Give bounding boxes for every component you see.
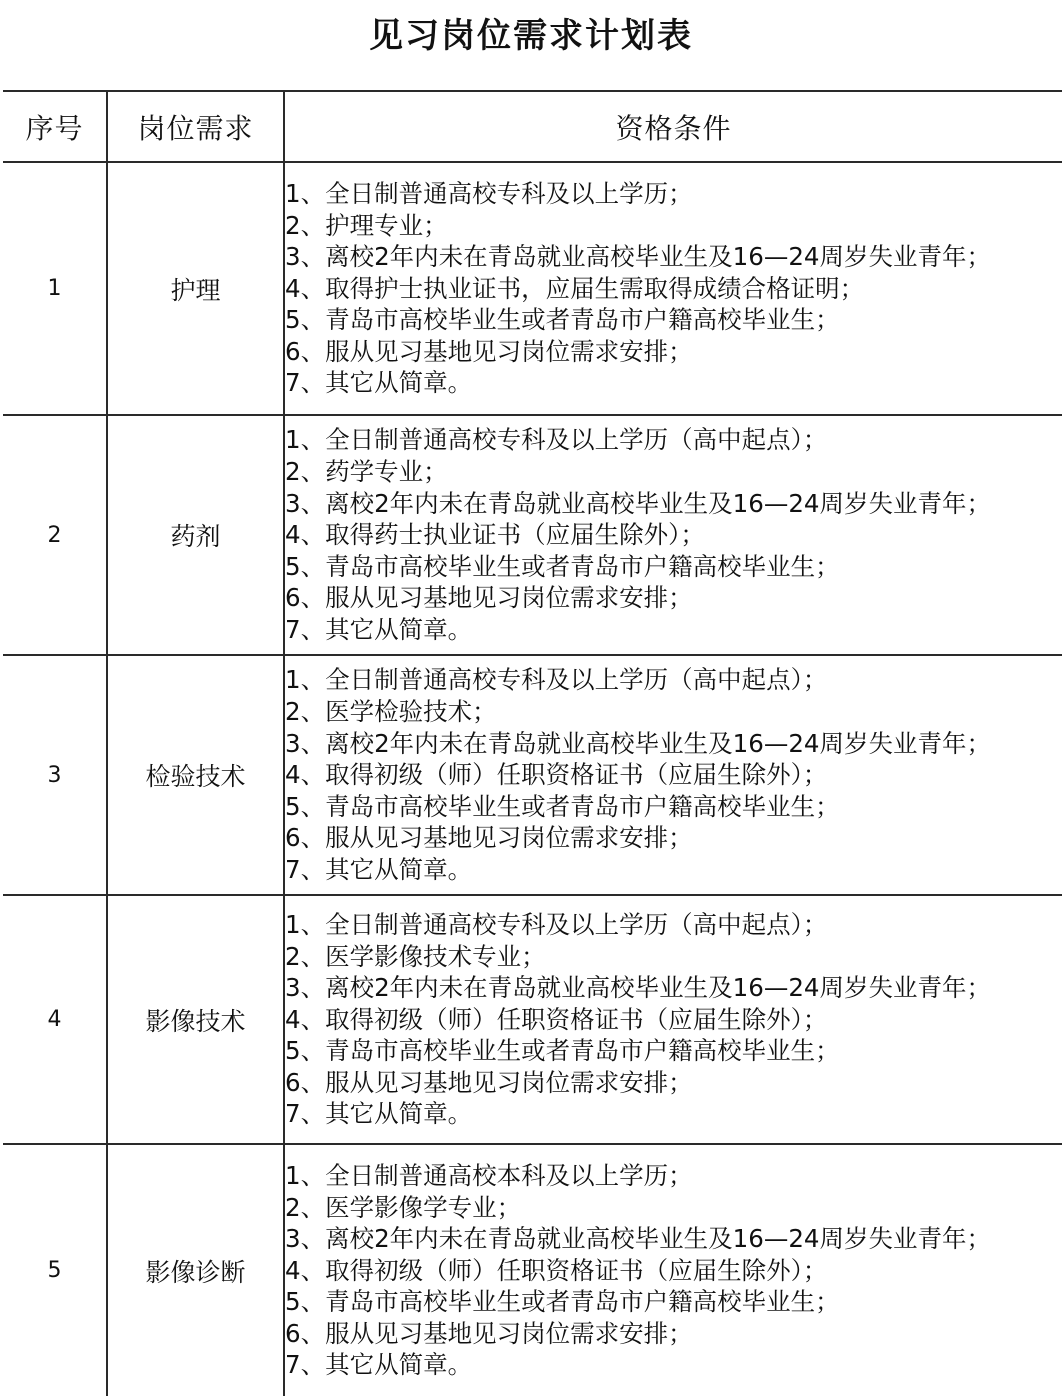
- requirement-line: 5、青岛市高校毕业生或者青岛市户籍高校毕业生；: [285, 1036, 840, 1066]
- row-requirements: [284, 415, 1062, 655]
- requirement-line: 7、其它从简章。: [285, 368, 473, 398]
- requirement-line: 6、服从见习基地见习岗位需求安排；: [285, 1318, 693, 1348]
- header-requirements: 资格条件: [284, 91, 1062, 162]
- requirement-line: 5、青岛市高校毕业生或者青岛市户籍高校毕业生；: [285, 791, 840, 821]
- requirement-line: 4、取得初级（师）任职资格证书（应届生除外）；: [285, 760, 828, 790]
- requirement-line: 7、其它从简章。: [285, 1099, 473, 1129]
- table-header: [3, 91, 1062, 162]
- requirement-line: 3、离校2年内未在青岛就业高校毕业生及16—24周岁失业青年；: [285, 728, 992, 758]
- header-no: 序号: [3, 91, 107, 162]
- requirement-line: 1、全日制普通高校本科及以上学历；: [285, 1160, 693, 1190]
- requirement-line: 6、服从见习基地见习岗位需求安排；: [285, 1067, 693, 1097]
- row-no: 4: [3, 895, 107, 1144]
- row-job: 药剂: [107, 415, 284, 655]
- requirement-line: 1、全日制普通高校专科及以上学历（高中起点）；: [285, 665, 828, 695]
- requirement-line: 2、护理专业；: [285, 210, 448, 240]
- row-job: 影像技术: [107, 895, 284, 1144]
- requirement-line: 3、离校2年内未在青岛就业高校毕业生及16—24周岁失业青年；: [285, 242, 992, 272]
- requirement-line: 4、取得初级（师）任职资格证书（应届生除外）；: [285, 1004, 828, 1034]
- row-no: 2: [3, 415, 107, 655]
- row-no: 1: [3, 162, 107, 415]
- page-title: 见习岗位需求计划表: [369, 16, 693, 56]
- requirement-line: 6、服从见习基地见习岗位需求安排；: [285, 823, 693, 853]
- requirement-line: 2、医学影像技术专业；: [285, 941, 546, 971]
- requirement-line: 5、青岛市高校毕业生或者青岛市户籍高校毕业生；: [285, 1287, 840, 1317]
- requirement-line: 7、其它从简章。: [285, 854, 473, 884]
- requirement-line: 1、全日制普通高校专科及以上学历（高中起点）；: [285, 425, 828, 455]
- table-row: [3, 162, 1062, 415]
- requirement-line: 2、医学影像学专业；: [285, 1192, 522, 1222]
- requirement-line: 2、药学专业；: [285, 457, 448, 487]
- header-row: [3, 91, 1062, 162]
- row-requirements: [284, 1144, 1062, 1396]
- requirement-line: 3、离校2年内未在青岛就业高校毕业生及16—24周岁失业青年；: [285, 488, 992, 518]
- table-row: [3, 1144, 1062, 1396]
- row-requirements: [284, 162, 1062, 415]
- requirement-line: 2、医学检验技术；: [285, 697, 497, 727]
- row-job: 检验技术: [107, 655, 284, 895]
- requirement-line: 4、取得护士执业证书，应届生需取得成绩合格证明；: [285, 273, 865, 303]
- row-no: 5: [3, 1144, 107, 1396]
- table-row: [3, 895, 1062, 1144]
- requirement-line: 3、离校2年内未在青岛就业高校毕业生及16—24周岁失业青年；: [285, 1224, 992, 1254]
- table-body: [3, 162, 1062, 1396]
- requirement-line: 7、其它从简章。: [285, 1350, 473, 1380]
- requirement-line: 6、服从见习基地见习岗位需求安排；: [285, 336, 693, 366]
- row-job: 影像诊断: [107, 1144, 284, 1396]
- requirement-line: 5、青岛市高校毕业生或者青岛市户籍高校毕业生；: [285, 305, 840, 335]
- requirement-line: 1、全日制普通高校专科及以上学历（高中起点）；: [285, 909, 828, 939]
- row-job: 护理: [107, 162, 284, 415]
- row-requirements: [284, 655, 1062, 895]
- requirement-line: 1、全日制普通高校专科及以上学历；: [285, 178, 693, 208]
- requirement-line: 4、取得初级（师）任职资格证书（应届生除外）；: [285, 1255, 828, 1285]
- requirement-line: 5、青岛市高校毕业生或者青岛市户籍高校毕业生；: [285, 551, 840, 581]
- requirement-line: 3、离校2年内未在青岛就业高校毕业生及16—24周岁失业青年；: [285, 973, 992, 1003]
- table-row: [3, 655, 1062, 895]
- plan-table: [3, 90, 1062, 1396]
- requirement-line: 7、其它从简章。: [285, 614, 473, 644]
- requirement-line: 4、取得药士执业证书（应届生除外）；: [285, 520, 705, 550]
- row-requirements: [284, 895, 1062, 1144]
- header-job: 岗位需求: [107, 91, 284, 162]
- row-no: 3: [3, 655, 107, 895]
- requirement-line: 6、服从见习基地见习岗位需求安排；: [285, 583, 693, 613]
- table-row: [3, 415, 1062, 655]
